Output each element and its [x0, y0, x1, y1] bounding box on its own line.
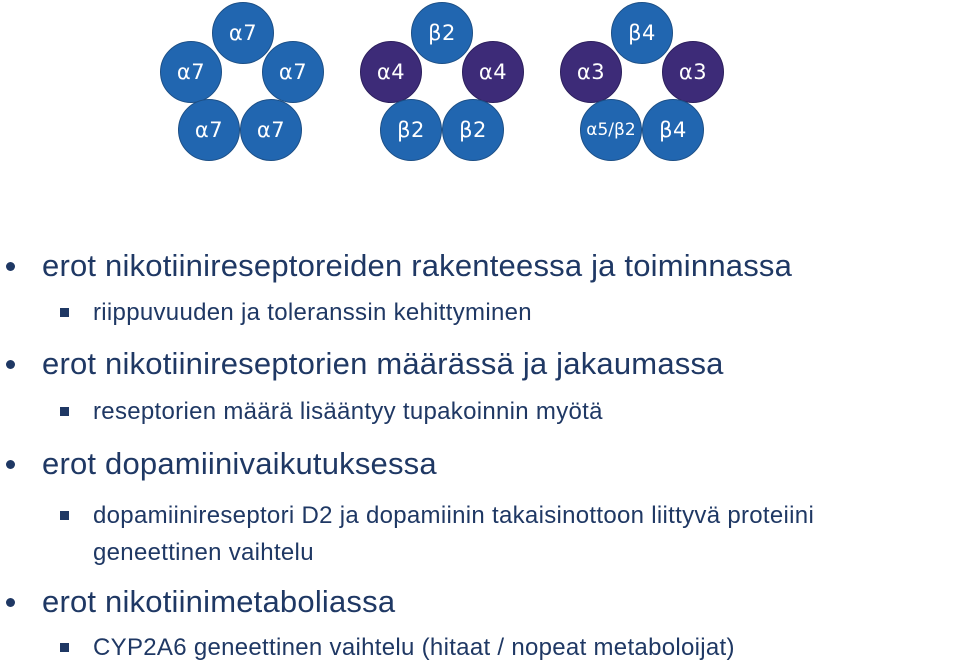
subunit: α5/β2	[580, 99, 642, 161]
subunit: β2	[442, 99, 504, 161]
subunit: β2	[380, 99, 442, 161]
sub-bullet-square	[60, 308, 69, 317]
bullet-text: erot dopamiinivaikutuksessa	[42, 446, 437, 481]
subunit: α7	[160, 41, 222, 103]
bullet-text: erot nikotiinireseptoreiden rakenteessa ja toiminnassa	[42, 248, 793, 283]
subunit: α4	[360, 41, 422, 103]
subunit: α7	[212, 2, 274, 64]
subunit: α3	[662, 41, 724, 103]
subunit: β4	[642, 99, 704, 161]
bullet-dot	[6, 460, 15, 469]
sub-bullet-text: riippuvuuden ja toleranssin kehittyminen	[93, 299, 532, 326]
sub-bullet-text-line: geneettinen vaihtelu	[93, 539, 314, 566]
subunit: α7	[240, 99, 302, 161]
sub-bullet-square	[60, 643, 69, 652]
bullet-text: erot nikotiinireseptorien määrässä ja jakaumassa	[42, 346, 724, 381]
subunit: α3	[560, 41, 622, 103]
bullet-text: erot nikotiinimetaboliassa	[42, 584, 396, 619]
sub-bullet-text: reseptorien määrä lisääntyy tupakoinnin myötä	[93, 398, 603, 425]
subunit: β2	[411, 2, 473, 64]
bullet-dot	[6, 598, 15, 607]
bullet-dot	[6, 360, 15, 369]
sub-bullet-text-line: dopamiinireseptori D2 ja dopamiinin takaisinottoon liittyvä proteiini	[93, 502, 815, 529]
sub-bullet-square	[60, 511, 69, 520]
sub-bullet-text	[93, 497, 814, 571]
bullet-dot	[6, 262, 15, 271]
subunit: α7	[262, 41, 324, 103]
subunit: α4	[462, 41, 524, 103]
subunit: β4	[611, 2, 673, 64]
sub-bullet-text: CYP2A6 geneettinen vaihtelu (hitaat / nopeat metaboloijat)	[93, 634, 735, 661]
subunit: α7	[178, 99, 240, 161]
sub-bullet-square	[60, 407, 69, 416]
